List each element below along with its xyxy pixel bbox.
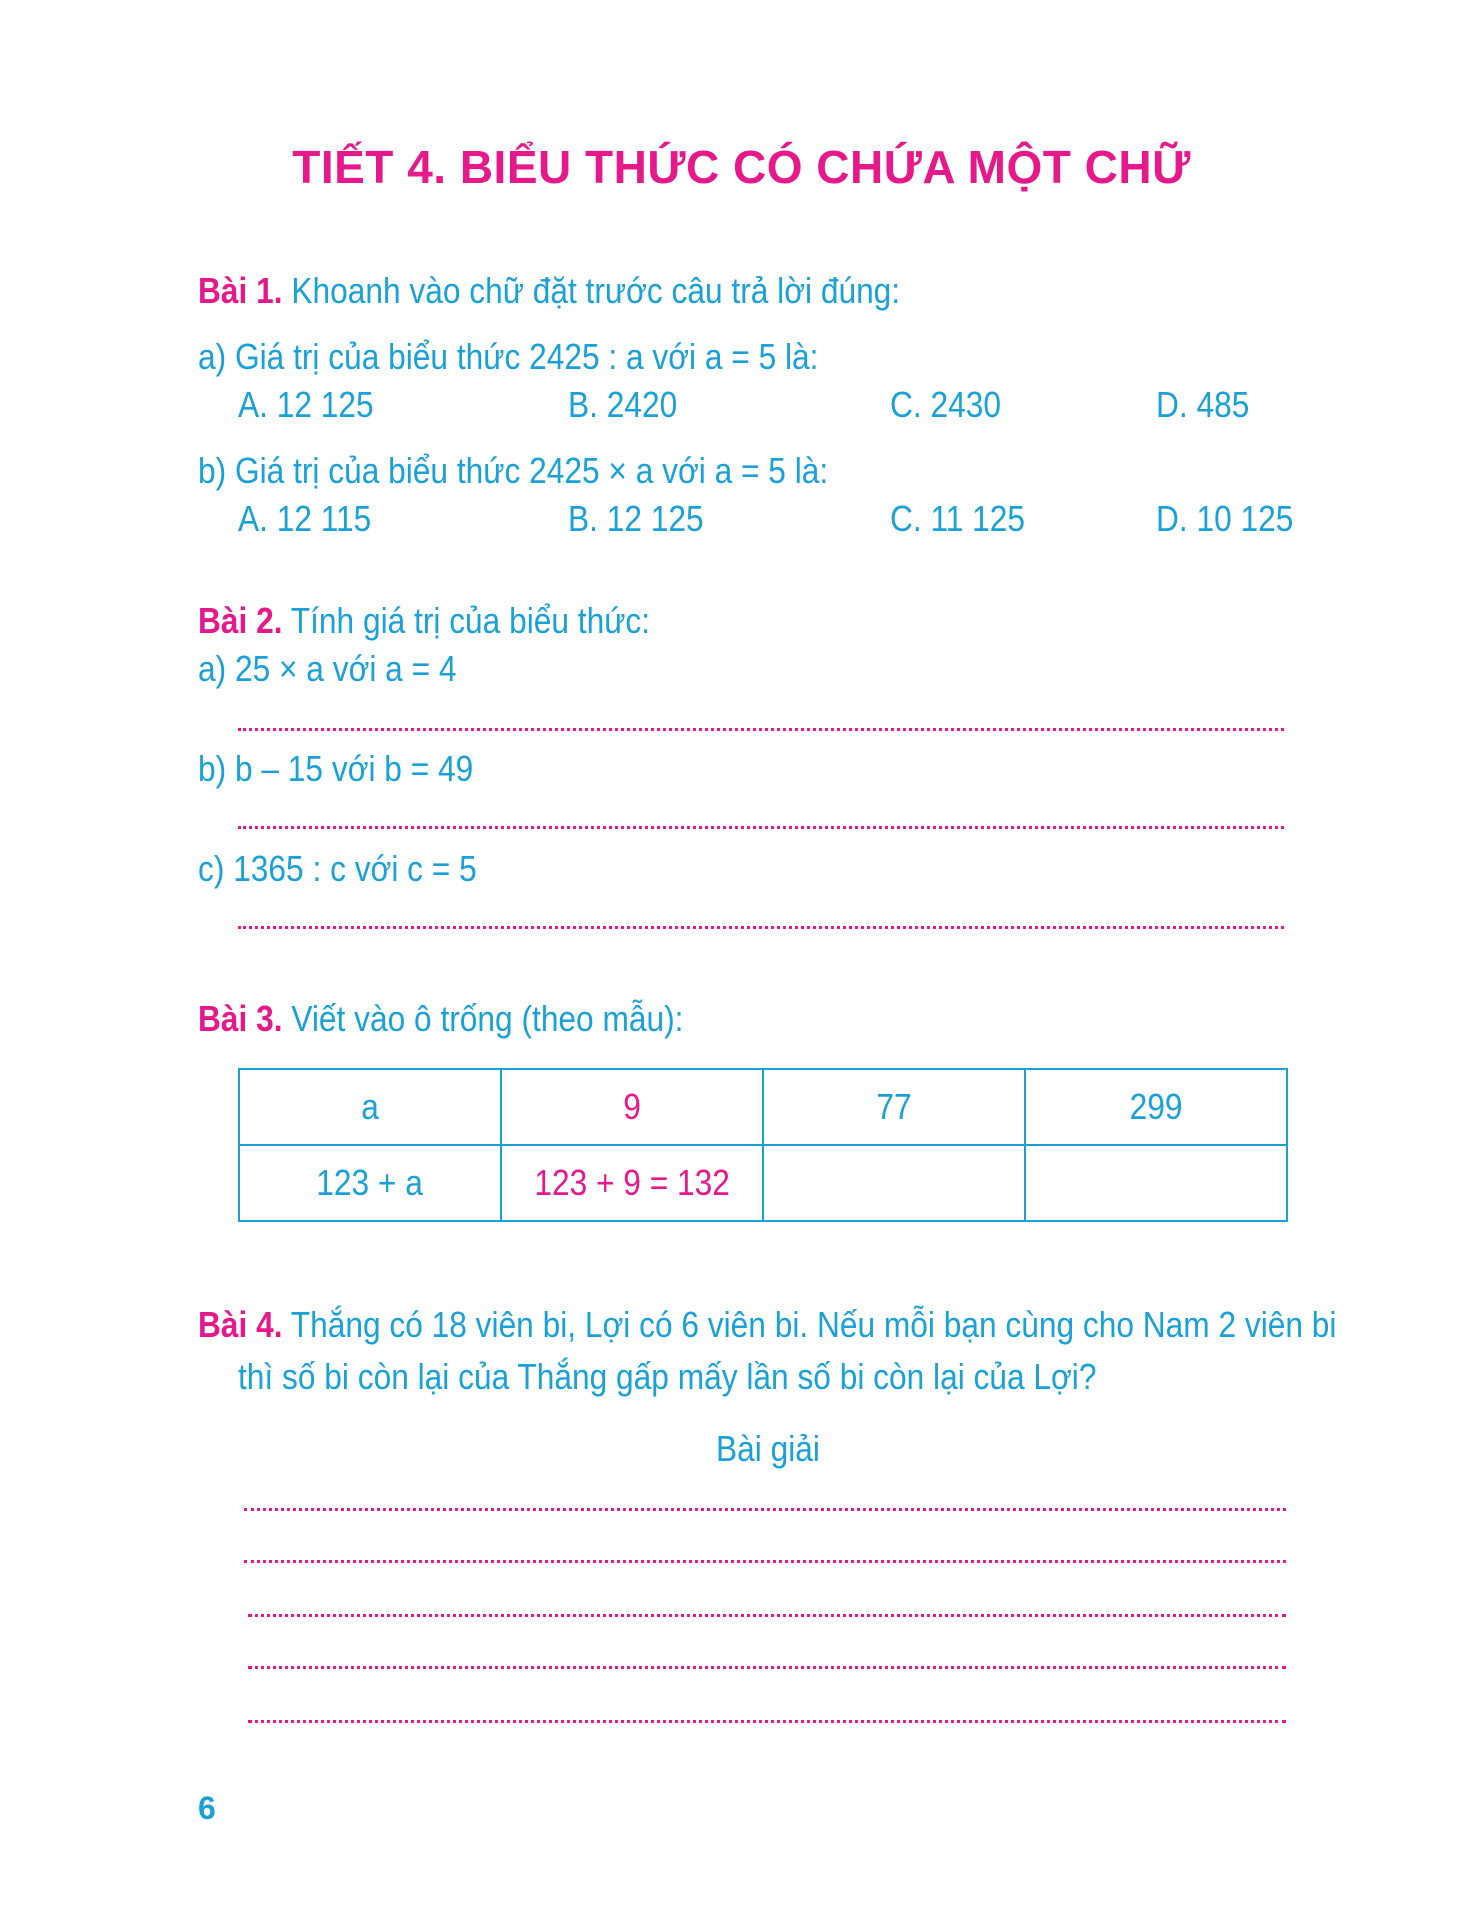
solution-line-4[interactable] — [248, 1666, 1286, 1669]
table-row — [239, 1145, 1287, 1221]
bai3-prompt: Viết vào ô trống (theo mẫu): — [291, 998, 684, 1039]
bai2-heading — [198, 600, 650, 642]
bai3-heading — [198, 998, 683, 1040]
bai3-label: Bài 3. — [198, 998, 283, 1039]
bai2-item-a: a) 25 × a với a = 4 — [198, 648, 457, 689]
bai2-item-c: c) 1365 : c với c = 5 — [198, 848, 477, 889]
bai1-a-option-b[interactable]: B. 2420 — [568, 384, 678, 425]
bai1-b-option-a[interactable]: A. 12 115 — [238, 498, 372, 539]
bai2-label: Bài 2. — [198, 600, 283, 641]
bai1-question-a: a) Giá trị của biểu thức 2425 : a với a = 5 là: — [198, 336, 819, 377]
bai1-a-option-d[interactable]: D. 485 — [1156, 384, 1250, 425]
solution-line-5[interactable] — [248, 1720, 1286, 1723]
answer-line-a[interactable] — [238, 728, 1284, 731]
bai1-question-b: b) Giá trị của biểu thức 2425 × a với a = 5 là: — [198, 450, 829, 491]
page-title: TIẾT 4. BIỂU THỨC CÓ CHỨA MỘT CHỮ — [292, 141, 1191, 193]
bai1-b-option-d[interactable]: D. 10 125 — [1156, 498, 1294, 539]
answer-line-c[interactable] — [238, 926, 1284, 929]
table-cell: 299 — [1025, 1069, 1287, 1145]
bai2-item-b: b) b – 15 với b = 49 — [198, 748, 474, 789]
bai1-prompt: Khoanh vào chữ đặt trước câu trả lời đúng: — [291, 270, 901, 311]
bai1-heading — [198, 270, 900, 312]
page-number: 6 — [198, 1790, 216, 1826]
solution-line-1[interactable] — [244, 1508, 1286, 1511]
solution-line-3[interactable] — [248, 1614, 1286, 1617]
table-cell: 77 — [763, 1069, 1025, 1145]
bai1-b-option-c[interactable]: C. 11 125 — [890, 498, 1026, 539]
answer-line-b[interactable] — [238, 826, 1284, 829]
solution-line-2[interactable] — [244, 1560, 1286, 1563]
table-cell-example: 123 + 9 = 132 — [501, 1145, 763, 1221]
bai1-b-option-b[interactable]: B. 12 125 — [568, 498, 704, 539]
table-cell-blank[interactable] — [763, 1145, 1025, 1221]
solution-label: Bài giải — [716, 1428, 820, 1469]
bai1-a-option-c[interactable]: C. 2430 — [890, 384, 1001, 425]
bai4-text-1: Thắng có 18 viên bi, Lợi có 6 viên bi. Nếu mỗi bạn cùng cho Nam 2 viên bi — [290, 1304, 1337, 1345]
bai4-line1 — [198, 1304, 1336, 1346]
table-row — [239, 1069, 1287, 1145]
bai1-a-option-a[interactable]: A. 12 125 — [238, 384, 374, 425]
table-cell-blank[interactable] — [1025, 1145, 1287, 1221]
bai4-label: Bài 4. — [198, 1304, 283, 1345]
table-cell-example: 9 — [501, 1069, 763, 1145]
table-cell-header: 123 + a — [239, 1145, 501, 1221]
table-cell-header: a — [239, 1069, 501, 1145]
bai4-line2: thì số bi còn lại của Thắng gấp mấy lần số bi còn lại của Lợi? — [238, 1356, 1097, 1397]
value-table — [238, 1068, 1288, 1222]
bai1-label: Bài 1. — [198, 270, 283, 311]
bai2-prompt: Tính giá trị của biểu thức: — [290, 600, 651, 641]
